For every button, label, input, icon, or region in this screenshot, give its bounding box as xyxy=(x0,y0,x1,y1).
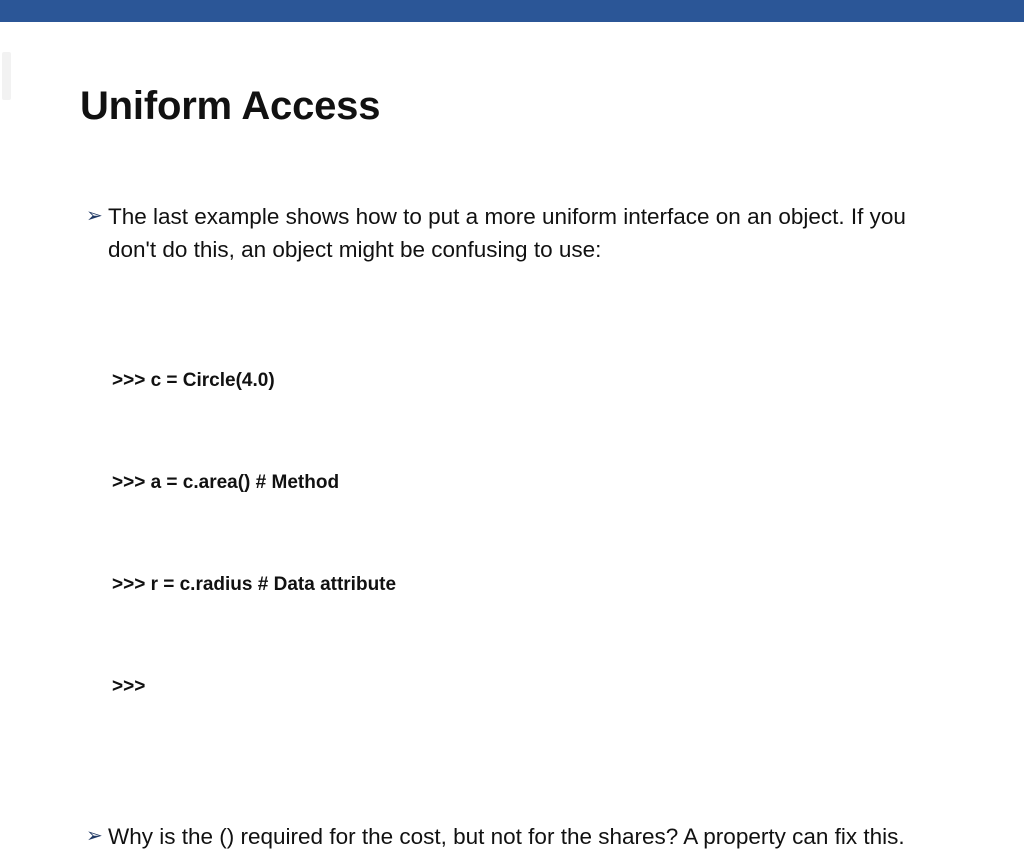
left-margin-strip xyxy=(0,22,14,768)
code-line: >>> xyxy=(112,676,146,697)
code-line: >>> a = c.area() # Method xyxy=(112,472,340,493)
bullet-arrow-icon: ➢ xyxy=(86,825,103,847)
code-block xyxy=(112,296,962,772)
code-line: >>> c = Circle(4.0) xyxy=(112,370,275,391)
code-line: >>> r = c.radius # Data attribute xyxy=(112,574,397,595)
bullet-arrow-icon: ➢ xyxy=(86,205,103,227)
list-item xyxy=(82,820,962,853)
top-accent-bar xyxy=(0,0,1024,22)
page-title: Uniform Access xyxy=(80,84,381,128)
bullet-text: The last example shows how to put a more uniform interface on an object. If you don't do this, an object might be confusing to use: xyxy=(108,204,906,262)
left-accent-mark xyxy=(2,52,11,100)
slide-body xyxy=(82,200,962,853)
bullet-text: Why is the () required for the cost, but not for the shares? A property can fix this. xyxy=(108,824,905,849)
list-item xyxy=(82,200,962,266)
